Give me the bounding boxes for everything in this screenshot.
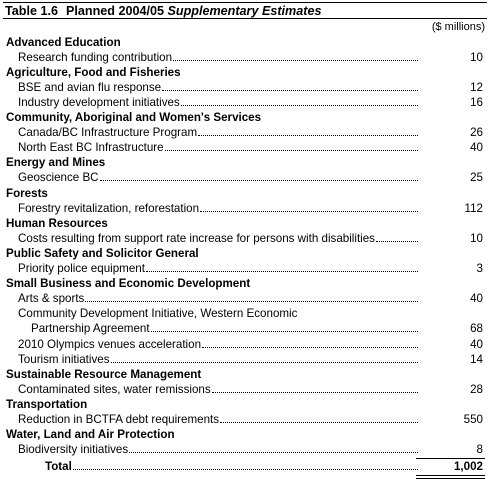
line-item-label: Biodiversity initiatives [18,443,129,457]
line-item-label: Reduction in BCTFA debt requirements [18,413,220,426]
dot-leader [129,452,418,453]
line-item-value: 12 [470,80,483,94]
line-item-label: Arts & sports [18,292,85,306]
table-row [0,352,491,367]
line-item-label-continued: Partnership Agreement [31,322,150,336]
section-heading: Public Safety and Solicitor General [6,246,199,260]
table-title-plain: Planned 2004/05 [65,4,164,18]
line-item-label: Canada/BC Infrastructure Program [18,126,198,140]
dot-leader [376,241,418,242]
section-row [0,110,491,125]
line-item-value: 26 [470,126,483,140]
units-label: ($ millions) [431,21,485,33]
table-row [0,321,491,336]
table-row [0,201,491,216]
line-item-value: 112 [464,201,483,215]
total-row [0,459,491,474]
section-heading: Transportation [6,397,88,411]
section-row [0,397,491,412]
section-row [0,276,491,291]
line-item-label: North East BC Infrastructure [18,141,164,155]
section-heading: Forests [6,186,48,200]
line-item-label: Industry development initiatives [18,95,180,109]
dot-leader [85,301,418,302]
line-item-label: Research funding contribution [18,50,173,64]
dot-leader [173,60,418,61]
line-item-value: 40 [470,292,483,306]
line-item-label: BSE and avian flu response [18,80,162,94]
table-title [3,2,487,19]
line-item-label: Priority police equipment [18,262,145,275]
table-title-italic: Supplementary Estimates [167,4,322,18]
section-row [0,186,491,201]
dot-leader [165,150,418,151]
table-row [0,291,491,306]
line-item-value: 68 [470,322,483,336]
table-row [0,125,491,140]
line-item-label: Forestry revitalization, reforestation [18,201,200,215]
total-double-rule [416,475,485,479]
table-row [0,170,491,185]
section-heading: Sustainable Resource Management [6,367,202,381]
table-row [0,382,491,397]
line-item-value: 25 [470,171,483,185]
table-row [0,412,491,427]
line-item-value: 8 [476,443,483,457]
dot-leader [146,271,418,272]
dot-leader [151,331,418,332]
table-row [0,95,491,110]
section-row [0,65,491,80]
line-item-value: 28 [470,382,483,396]
line-item-value: 16 [470,95,483,109]
table-number: Table 1.6 [5,4,58,18]
section-row [0,427,491,442]
dot-leader [111,362,419,363]
line-item-label: Community Development Initiative, Western Economic [18,307,298,321]
line-item-value: 3 [476,262,483,275]
line-item-value: 10 [470,50,483,64]
total-value: 1,002 [453,460,483,474]
section-heading: Small Business and Economic Development [6,277,251,291]
total-label: Total [45,460,72,474]
section-row [0,35,491,50]
table-row [0,50,491,65]
dot-leader [220,422,418,423]
table-row [0,306,491,321]
section-heading: Energy and Mines [6,156,106,170]
section-row [0,367,491,382]
line-item-label: Geoscience BC [18,171,99,185]
dot-leader [198,135,418,136]
table-row [0,261,491,276]
section-heading: Water, Land and Air Protection [6,428,175,442]
line-item-value: 14 [470,352,483,366]
section-row [0,246,491,261]
table-row [0,337,491,352]
line-item-label: 2010 Olympics venues acceleration [18,337,202,351]
line-item-value: 40 [470,337,483,351]
section-heading: Community, Aboriginal and Women's Services [6,111,262,124]
section-row [0,155,491,170]
line-item-label: Costs resulting from support rate increase for persons with disabilities [18,231,375,245]
table-row [0,442,491,457]
line-item-label: Contaminated sites, water remissions [18,382,211,396]
dot-leader [162,90,418,91]
dot-leader [200,211,418,212]
section-heading: Human Resources [6,216,108,230]
dot-leader [73,469,418,470]
dot-leader [202,347,418,348]
line-item-label: Tourism initiatives [18,352,110,366]
table-row [0,140,491,155]
dot-leader [212,392,418,393]
dot-leader [181,105,418,106]
line-item-value: 10 [470,231,483,245]
dot-leader [100,180,418,181]
line-item-value: 550 [463,413,483,426]
table-row [0,231,491,246]
line-item-value: 40 [470,141,483,155]
table-row [0,80,491,95]
section-row [0,216,491,231]
section-heading: Advanced Education [6,35,121,49]
section-heading: Agriculture, Food and Fisheries [6,65,181,79]
